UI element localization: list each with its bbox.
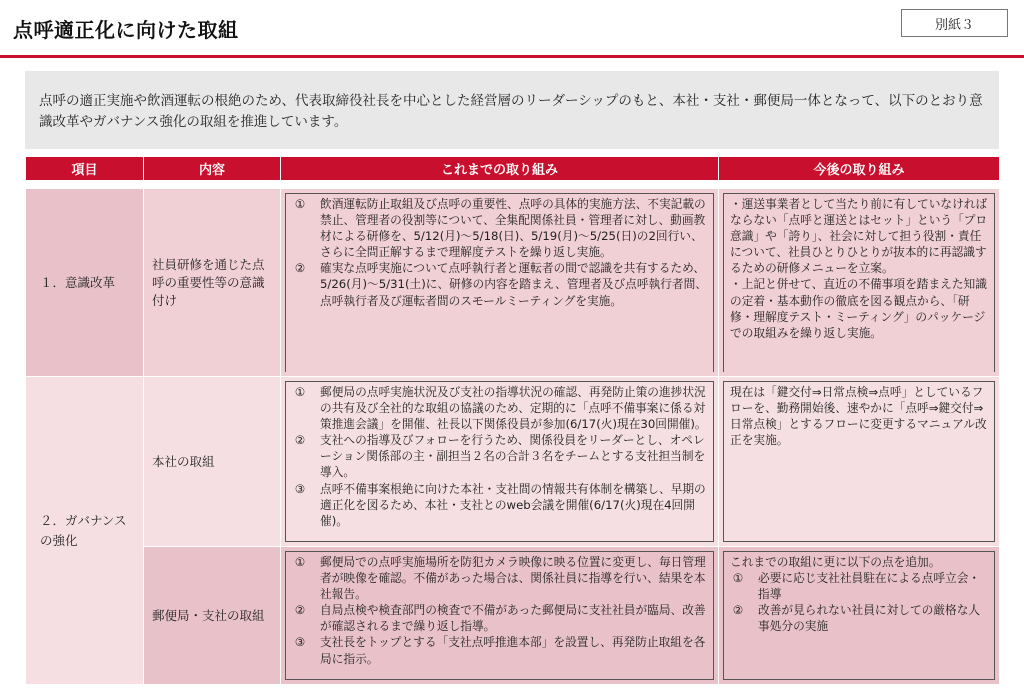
header-item: 項目 bbox=[26, 157, 144, 181]
past-cell bbox=[281, 377, 719, 547]
future-cell bbox=[719, 189, 1000, 377]
list-item: 現在は「鍵交付⇒日常点検⇒点呼」としているフローを、勤務開始後、速やかに「点呼⇒鍵交付⇒日常点検」とするフローに変更するマニュアル改正を実施。 bbox=[730, 385, 987, 448]
list-item: ① 必要に応じ支社社員駐在による点呼立会・指導 bbox=[732, 571, 981, 602]
list-item: ③ 支社長をトップとする「支社点呼推進本部」を設置し、再発防止取組を各局に指示。 bbox=[294, 635, 706, 666]
table-row bbox=[26, 377, 1000, 547]
item-cell: １．意識改革 bbox=[26, 189, 144, 377]
future-cell bbox=[719, 547, 1000, 685]
past-cell bbox=[281, 547, 719, 685]
future-lead: これまでの取組に更に以下の点を追加。 bbox=[730, 555, 941, 569]
table-header-row bbox=[26, 157, 1000, 181]
intro-text: 点呼の適正実施や飲酒運転の根絶のため、代表取締役社長を中心とした経営層のリーダーシップのもと、本社・支社・郵便局一体となって、以下のとおり意識改革やガバナンス強化の取組を推進しています。 bbox=[25, 71, 999, 149]
title-divider bbox=[0, 55, 1024, 58]
page-title: 点呼適正化に向けた取組 bbox=[13, 18, 239, 42]
initiatives-table bbox=[25, 156, 1000, 685]
list-item: ② 自局点検や検査部門の検査で不備があった郵便局に支社社員が臨局、改善が確認されるまで繰り返し指導。 bbox=[294, 603, 706, 634]
list-item: ① 飲酒運転防止取組及び点呼の重要性、点呼の具体的実施方法、不実記載の禁止、管理者の役割等について、全集配関係社員・管理者に対し、動画教材による研修を、5/12(月)〜5/18(日)、5/19(月)〜5/25(日)の2回行い、さらに全問正解するまで理解度テストを繰り返し実施。 bbox=[294, 197, 706, 260]
list-item: ② 支社への指導及びフォローを行うため、関係役員をリーダーとし、オペレーション関係部の主・副担当２名の合計３名をチームとする支社担当制を導入。 bbox=[294, 433, 706, 480]
past-cell bbox=[281, 189, 719, 377]
list-item: ① 郵便局での点呼実施場所を防犯カメラ映像に映る位置に変更し、毎日管理者が映像を確認。不備があった場合は、関係社員に指導を行い、結果を本社報告。 bbox=[294, 555, 706, 602]
list-item: ② 改善が見られない社員に対しての厳格な人事処分の実施 bbox=[732, 603, 981, 634]
list-item: ・運送事業者として当たり前に有していなければならない「点呼と運送とはセット」という「プロ意識」や「誇り」、社会に対して担う役割・責任について、社員ひとりひとりが抜本的に再認識するための研修メニューを立案。 bbox=[730, 197, 988, 276]
list-item: ① 郵便局の点呼実施状況及び支社の指導状況の確認、再発防止策の進捗状況の共有及び全社的な取組の協議のため、定期的に「点呼不備事案に係る対策推進会議」を開催、社長以下関係役員が参加(6/17(火)現在30回開催)。 bbox=[294, 385, 707, 432]
content-cell: 郵便局・支社の取組 bbox=[144, 547, 281, 685]
header-content: 内容 bbox=[144, 157, 281, 181]
table-row bbox=[26, 547, 1000, 685]
attachment-tag: 別紙３ bbox=[901, 9, 1008, 37]
list-item: ③ 点呼不備事案根絶に向けた本社・支社間の情報共有体制を構築し、早期の適正化を図るため、本社・支社とのweb会議を開催(6/17(火)現在4回開催)。 bbox=[294, 481, 706, 528]
content-cell: 社員研修を通じた点呼の重要性等の意識付け bbox=[144, 189, 281, 377]
header-past: これまでの取り組み bbox=[281, 157, 719, 181]
item-cell: ２．ガバナンスの強化 bbox=[26, 377, 144, 685]
table-row bbox=[26, 189, 1000, 377]
header-future: 今後の取り組み bbox=[719, 157, 1000, 181]
content-cell: 本社の取組 bbox=[144, 377, 281, 547]
list-item: ② 確実な点呼実施について点呼執行者と運転者の間で認識を共有するため、5/26(月)〜5/31(土)に、研修の内容を踏まえ、管理者及び点呼執行者間、点呼執行者及び運転者間のスモールミーティングを実施。 bbox=[294, 261, 707, 308]
future-cell bbox=[719, 377, 1000, 547]
list-item: ・上記と併せて、直近の不備事項を踏まえた知識の定着・基本動作の徹底を図る観点から、「研修・理解度テスト・ミーティング」のパッケージでの取組みを繰り返し実施。 bbox=[730, 277, 987, 340]
